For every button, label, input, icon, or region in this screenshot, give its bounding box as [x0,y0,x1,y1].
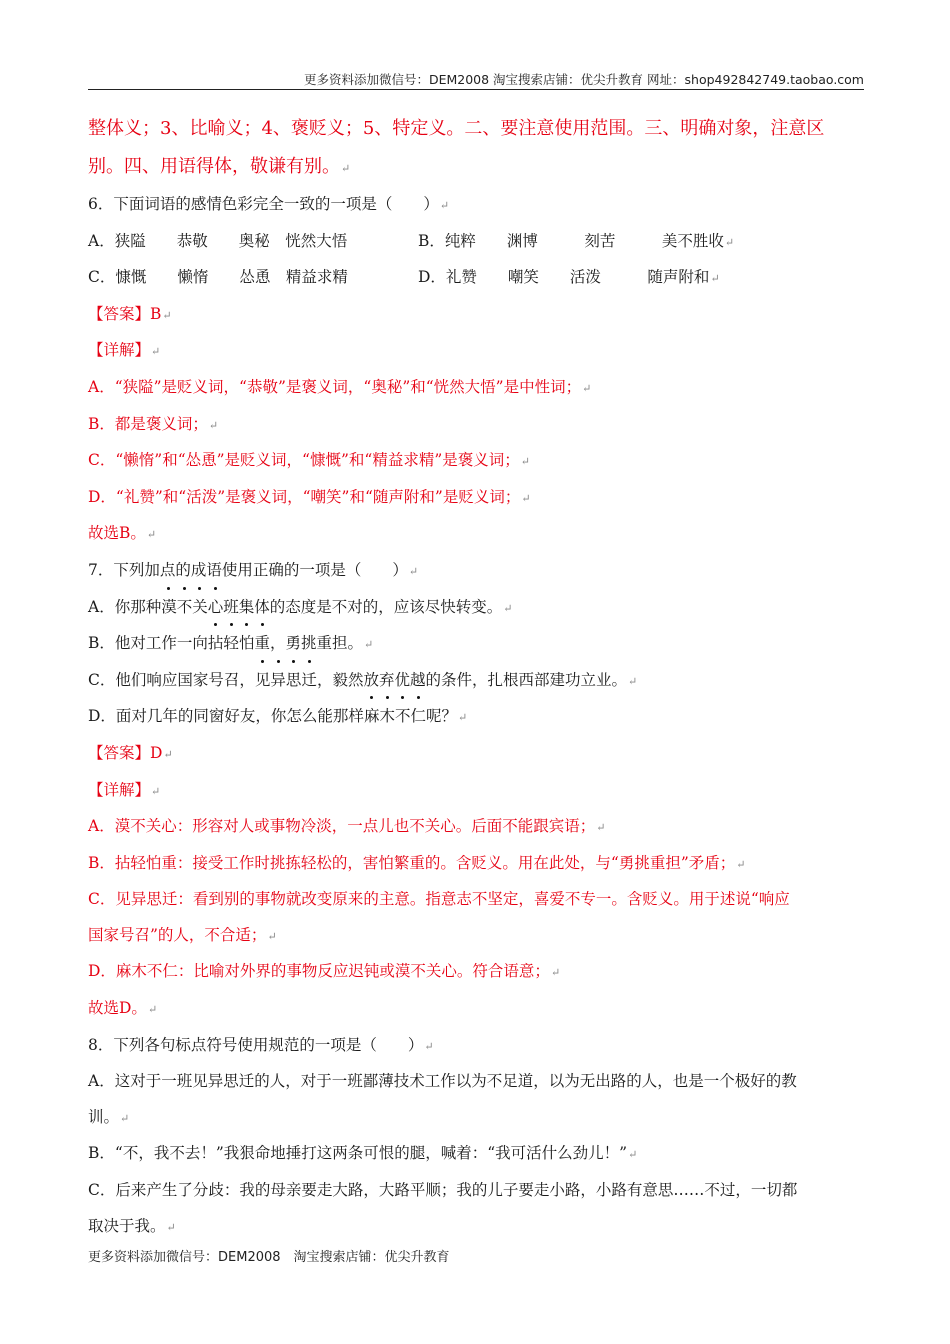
q7-explanation-a: A．漠不关心：形容对人或事物冷淡，一点儿也不关心。后面不能跟宾语；↵ [88,817,606,836]
q6-option-d: D．礼赞 嘲笑 活泼 随声附和↵ [418,268,720,287]
q6-detail-heading: 【详解】↵ [88,341,161,360]
q6-options-cd [88,260,864,297]
q6-conclusion: 故选B。↵ [88,524,157,543]
dotted-idiom: 麻木不仁 [364,707,426,725]
q7-option-a: A．你那种漠不关心班集体的态度是不对的，应该尽快转变。↵ [88,590,864,627]
q7-answer: 【答案】D↵ [88,743,173,762]
q6-stem: 6．下面词语的感情色彩完全一致的一项是（ ）↵ [88,195,450,213]
q6-option-c: C．慷慨 懒惰 怂恿 精益求精 [88,268,348,287]
q7-detail-heading: 【详解】↵ [88,780,161,799]
q8-option-c-cont: 取决于我。↵ [88,1216,176,1235]
q6-option-b: B．纯粹 渊博 刻苦 美不胜收↵ [418,231,735,250]
page-header: 更多资料添加微信号：DEM2008 淘宝搜索店铺：优尖升教育 网址：shop492842749.taobao.com [303,72,864,87]
q6-options-ab [88,224,864,261]
dotted-idiom: 漠不关心 [161,598,223,616]
q8-stem: 8．下列各句标点符号使用规范的一项是（ ）↵ [88,1035,434,1054]
q8-option-c: C．后来产生了分歧：我的母亲要走大路，大路平顺；我的儿子要走小路，小路有意思……不过，一切都 [88,1181,798,1200]
q8-option-a-cont: 训。↵ [88,1107,130,1126]
q7-conclusion: 故选D。↵ [88,999,158,1018]
q7-explanation-c: C．见异思迁：看到别的事物就改变原来的主意。指意志不坚定，喜爱不专一。含贬义。用于述说“响应 [88,890,790,909]
q6-explanation-b: B．都是褒义词；↵ [88,414,219,433]
q6-option-a: A．狭隘 恭敬 奥秘 恍然大悟 [88,231,348,250]
q7-option-b: B．他对工作一向拈轻怕重，勇挑重担。↵ [88,626,864,663]
page-footer: 更多资料添加微信号：DEM2008 淘宝搜索店铺：优尖升教育 [88,1250,450,1265]
q6-explanation-a: A．“狭隘”是贬义词，“恭敬”是褒义词，“奥秘”和“恍然大悟”是中性词；↵ [88,377,592,396]
q7-explanation-b: B．拈轻怕重：接受工作时挑拣轻松的，害怕繁重的。含贬义。用在此处，与“勇挑重担”矛盾；↵ [88,853,746,872]
dotted-idiom: 见异思迁 [255,671,317,689]
q6-explanation-d: D．“礼赞”和“活泼”是褒义词，“嘲笑”和“随声附和”是贬义词；↵ [88,487,531,506]
document-body [88,110,864,1245]
dotted-idiom: 拈轻怕重 [208,634,270,652]
intro-line-2: 别。四、用语得体，敬谦有别。↵ [88,155,351,177]
q7-option-c: C．他们响应国家号召，见异思迁，毅然放弃优越的条件，扎根西部建功立业。↵ [88,663,864,700]
q7-stem: 7．下列加点的成语使用正确的一项是（ ）↵ [88,560,419,579]
q7-explanation-d: D．麻木不仁：比喻对外界的事物反应迟钝或漠不关心。符合语意；↵ [88,962,561,981]
q6-explanation-c: C．“懒惰”和“怂恿”是贬义词，“慷慨”和“精益求精”是褒义词；↵ [88,451,530,470]
q8-option-b: B．“不，我不去！”我狠命地捶打这两条可恨的腿，喊着：“我可活什么劲儿！”↵ [88,1144,638,1163]
q8-option-a: A．这对于一班见异思迁的人，对于一班鄙薄技术工作以为不足道，以为无出路的人，也是一个极好的教 [88,1072,797,1091]
q7-option-d: D．面对几年的同窗好友，你怎么能那样麻木不仁呢？↵ [88,699,864,736]
intro-line-1: 整体义；3、比喻义；4、褒贬义；5、特定义。二、要注意使用范围。三、明确对象，注意区 [88,118,825,139]
q6-answer: 【答案】B↵ [88,304,172,323]
header-divider [88,89,864,90]
q7-explanation-c-cont: 国家号召”的人，不合适；↵ [88,925,277,944]
